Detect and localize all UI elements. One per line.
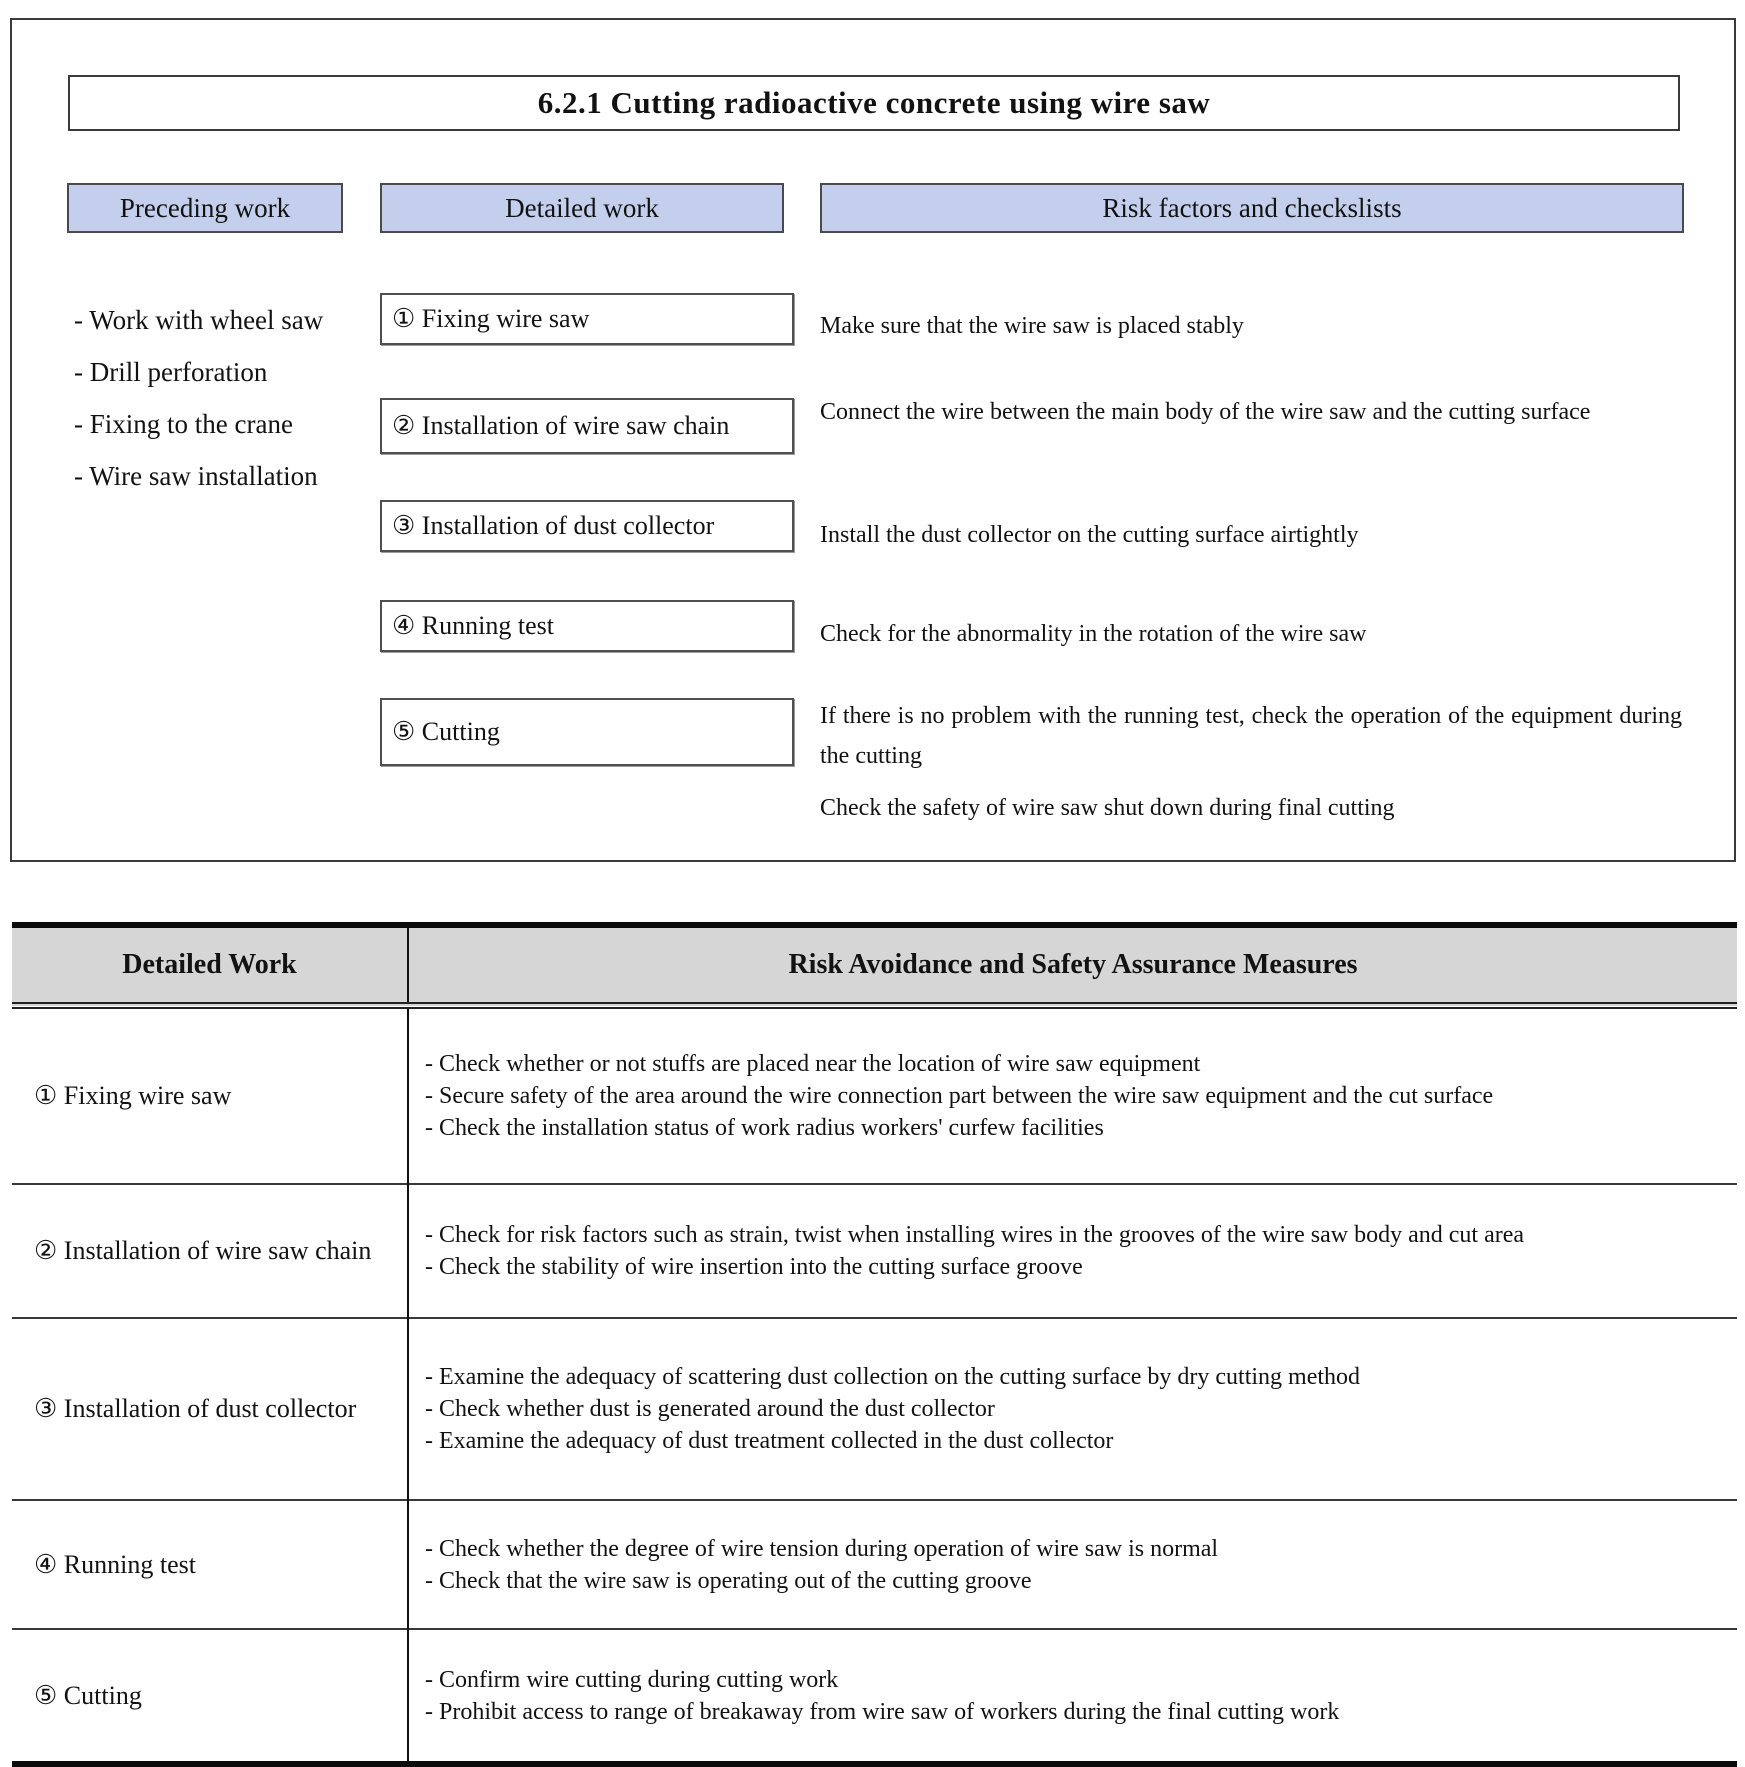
work-cell: ⑤ Cutting <box>12 1629 408 1764</box>
measure-line: - Check whether dust is generated around the dust collector <box>425 1396 995 1422</box>
column-header-detailed-work: Detailed work <box>380 183 784 233</box>
measure-line: - Examine the adequacy of dust treatment collected in the dust collector <box>425 1428 1114 1454</box>
preceding-work-item: - Fixing to the crane <box>74 409 293 439</box>
table-row-wire-saw-chain <box>12 1184 1737 1318</box>
work-cell: ③ Installation of dust collector <box>12 1318 408 1500</box>
step-box-installation-of-dust-collector: ③ Installation of dust collector <box>380 500 794 552</box>
measure-line: - Check that the wire saw is operating out of the cutting groove <box>425 1567 1032 1594</box>
risk-note-cutting: If there is no problem with the running test, check the operation of the equipment during the cutting <box>820 703 1682 769</box>
measure-line: - Check for risk factors such as strain, twist when installing wires in the grooves of the wire saw body and cut area <box>425 1222 1525 1248</box>
measure-line: - Prohibit access to range of breakaway from wire saw of workers during the final cutting work <box>425 1698 1340 1725</box>
measures-cell <box>408 1500 1737 1629</box>
table-row-running-test <box>12 1500 1737 1629</box>
table-header-measures: Risk Avoidance and Safety Assurance Measures <box>408 925 1737 1006</box>
diagram-title: 6.2.1 Cutting radioactive concrete using wire saw <box>537 85 1211 120</box>
measures-table <box>12 922 1737 1767</box>
table-row-fixing-wire-saw <box>12 1006 1737 1185</box>
risk-note-running-test: Check for the abnormality in the rotation of the wire saw <box>820 621 1367 647</box>
measures-cell <box>408 1184 1737 1318</box>
preceding-work-item: - Work with wheel saw <box>74 305 324 335</box>
work-cell: ② Installation of wire saw chain <box>12 1184 408 1318</box>
risk-note-final-cutting: Check the safety of wire saw shut down during final cutting <box>820 795 1395 821</box>
risk-note-wire-saw-chain: Connect the wire between the main body of the wire saw and the cutting surface <box>820 399 1591 425</box>
table-header-detailed-work: Detailed Work <box>12 925 408 1006</box>
column-header-preceding-work: Preceding work <box>67 183 343 233</box>
measures-cell <box>408 1629 1737 1764</box>
measure-line: - Secure safety of the area around the wire connection part between the wire saw equipment and the cut surface <box>425 1083 1494 1109</box>
process-diagram <box>10 18 1736 862</box>
table-row-cutting <box>12 1629 1737 1764</box>
measure-line: - Check the stability of wire insertion into the cutting surface groove <box>425 1254 1083 1280</box>
diagram-title-box <box>68 75 1680 131</box>
measures-cell <box>408 1318 1737 1500</box>
preceding-work-list <box>74 294 374 502</box>
measure-line: - Check the installation status of work radius workers' curfew facilities <box>425 1115 1104 1141</box>
table-header-row <box>12 925 1737 1006</box>
preceding-work-item: - Drill perforation <box>74 357 268 387</box>
work-cell: ④ Running test <box>12 1500 408 1629</box>
preceding-work-item: - Wire saw installation <box>74 461 318 491</box>
table-row-dust-collector <box>12 1318 1737 1500</box>
step-box-fixing-wire-saw: ① Fixing wire saw <box>380 293 794 345</box>
measures-cell <box>408 1006 1737 1185</box>
step-box-running-test: ④ Running test <box>380 600 794 652</box>
measure-line: - Check whether or not stuffs are placed near the location of wire saw equipment <box>425 1051 1201 1077</box>
measure-line: - Examine the adequacy of scattering dust collection on the cutting surface by dry cutting method <box>425 1364 1361 1390</box>
column-header-risk-factors: Risk factors and checkslists <box>820 183 1684 233</box>
risk-note-fixing-wire-saw: Make sure that the wire saw is placed stably <box>820 313 1244 339</box>
step-box-installation-of-wire-saw-chain: ② Installation of wire saw chain <box>380 398 794 454</box>
step-box-cutting: ⑤ Cutting <box>380 698 794 766</box>
work-cell: ① Fixing wire saw <box>12 1006 408 1185</box>
measure-line: - Check whether the degree of wire tension during operation of wire saw is normal <box>425 1535 1219 1562</box>
measure-line: - Confirm wire cutting during cutting work <box>425 1666 839 1693</box>
risk-note-dust-collector: Install the dust collector on the cutting surface airtightly <box>820 522 1359 548</box>
